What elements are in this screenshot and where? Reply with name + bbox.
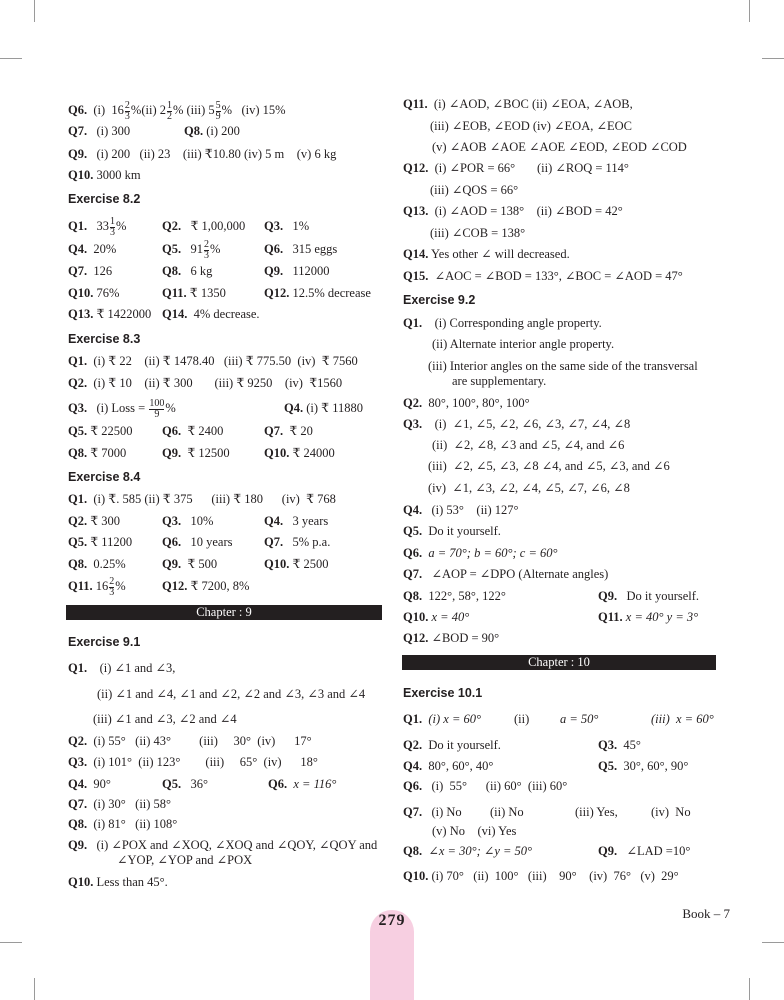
answer-q10: Q10. (i) 70° (ii) 100° (iii) 90° (iv) 76° (v) 29° <box>403 869 679 883</box>
answer-q1: Q1. (i) ₹ 22 (ii) ₹ 1478.40 (iii) ₹ 775.50 (iv) ₹ 7560 <box>68 354 358 368</box>
answer-q11: Q11. 16 $\frac{2}{3}$ % <box>68 575 126 598</box>
answer-q3: Q3. 10% <box>162 514 214 528</box>
answer-q4: Q4. (i) ₹ 11880 <box>284 401 364 415</box>
answer-q4: Q4. 90° <box>68 777 111 791</box>
answer-q5: Q5. Do it yourself. <box>403 524 501 538</box>
answer-q9: Q9. Do it yourself. <box>598 589 700 603</box>
answer-q10: Q10. x = 40° <box>403 610 470 624</box>
answer-q9: Q9. (i) 200 (ii) 23 (iii) ₹10.80 (iv) 5 m (v) 6 kg <box>68 147 337 161</box>
fraction: $\frac{5}{9}$ <box>215 99 221 122</box>
answer-q3-cont: (ii) ∠2, ∠8, ∠3 and ∠5, ∠4, and ∠6 <box>432 438 625 452</box>
answer-q6: Q6. ₹ 2400 <box>162 424 224 438</box>
answer-q9: Q9. (i) ∠POX and ∠XOQ, ∠XOQ and ∠QOY, ∠QOY and <box>68 838 378 852</box>
exercise-heading: Exercise 9.1 <box>68 635 141 649</box>
answer-q1-cont: are supplementary. <box>452 374 547 388</box>
answer-q7: Q7. (i) 30° (ii) 58° <box>68 797 172 811</box>
answer-q10: Q10. Less than 45°. <box>68 875 168 889</box>
answer-q7: Q7. 126 <box>68 264 113 278</box>
fraction: $\frac{2}{3}$ <box>124 99 130 122</box>
answer-q7: Q7. ₹ 20 <box>264 424 313 438</box>
exercise-heading: Exercise 10.1 <box>403 686 483 700</box>
answer-q2: Q2. ₹ 1,00,000 <box>162 219 246 233</box>
answer-q4: Q4. 20% <box>68 242 117 256</box>
answer-q6: Q6. x = 116° <box>268 777 337 791</box>
answer-q1-iii: (iii) ∠1 and ∠3, ∠2 and ∠4 <box>93 712 237 726</box>
answer-q4: Q4. 80°, 60°, 40° <box>403 759 494 773</box>
crop-mark <box>762 58 784 59</box>
answer-q13: Q13. ₹ 1422000 <box>68 307 152 321</box>
exercise-heading: Exercise 8.4 <box>68 470 141 484</box>
answer-q3: Q3. 45° <box>598 738 641 752</box>
answer-q2: Q2. (i) ₹ 10 (ii) ₹ 300 (iii) ₹ 9250 (iv) ₹1560 <box>68 376 343 390</box>
answer-q12: Q12. (i) ∠POR = 66° (ii) ∠ROQ = 114° <box>403 161 629 175</box>
exercise-heading: Exercise 8.3 <box>68 332 141 346</box>
chapter-banner: Chapter : 10 <box>402 655 716 670</box>
answer-q3-cont: (iii) ∠2, ∠5, ∠3, ∠8 ∠4, and ∠5, ∠3, and ∠6 <box>428 459 670 473</box>
answer-q5: Q5. 36° <box>162 777 208 791</box>
answer-q10: Q10. 3000 km <box>68 168 141 182</box>
answer-q3: Q3. (i) 101° (ii) 123° (iii) 65° (iv) 18° <box>68 755 318 769</box>
answer-q8: Q8. ∠x = 30°; ∠y = 50° <box>403 844 533 858</box>
answer-q12: Q12. ∠BOD = 90° <box>403 631 500 645</box>
answer-q7-iii: (iii) Yes, <box>575 805 618 819</box>
crop-mark <box>749 0 750 22</box>
answer-q4: Q4. 3 years <box>264 514 329 528</box>
answer-q6: Q6. (i) 16 $\frac{2}{3}$ %(ii) 2 $\frac{1}{2}$ % (iii) 5 $\frac{5}{9}$ % (iv) 15% <box>68 99 286 122</box>
answer-q8: Q8. (i) 200 <box>184 124 240 138</box>
answer-q3-cont: (iv) ∠1, ∠3, ∠2, ∠4, ∠5, ∠7, ∠6, ∠8 <box>428 481 630 495</box>
answer-q11: Q11. (i) ∠AOD, ∠BOC (ii) ∠EOA, ∠AOB, <box>403 97 633 111</box>
book-label: Book – 7 <box>682 906 730 921</box>
answer-q7: Q7. 5% p.a. <box>264 535 331 549</box>
answer-q14: Q14. Yes other ∠ will decreased. <box>403 247 570 261</box>
answer-q2: Q2. 80°, 100°, 80°, 100° <box>403 396 530 410</box>
answer-q10: Q10. 76% <box>68 286 120 300</box>
answer-q2: Q2. (i) 55° (ii) 43° (iii) 30° (iv) 17° <box>68 734 312 748</box>
answer-q7-cont: (v) No (vi) Yes <box>432 824 517 838</box>
answer-q6: Q6. 315 eggs <box>264 242 338 256</box>
fraction: $\frac{1}{2}$ <box>166 99 172 122</box>
answer-q12: Q12. 12.5% decrease <box>264 286 371 300</box>
answer-q7-iv: (iv) No <box>651 805 691 819</box>
answer-q6: Q6. (i) 55° (ii) 60° (iii) 60° <box>403 779 568 793</box>
answer-q10: Q10. ₹ 2500 <box>264 557 329 571</box>
answer-q2: Q2. ₹ 300 <box>68 514 121 528</box>
crop-mark <box>0 58 22 59</box>
answer-q2: Q2. Do it yourself. <box>403 738 501 752</box>
answer-q8: Q8. (i) 81° (ii) 108° <box>68 817 178 831</box>
answer-q5: Q5. 91 $\frac{2}{3}$ % <box>162 238 221 261</box>
crop-mark <box>762 942 784 943</box>
answer-q7-ii: (ii) No <box>490 805 524 819</box>
answer-q11: Q11. x = 40° y = 3° <box>598 610 699 624</box>
answer-q14: Q14. 4% decrease. <box>162 307 260 321</box>
answer-q3: Q3. (i) Loss = $\frac{100}{9}$ % <box>68 397 176 420</box>
answer-q13-cont: (iii) ∠COB = 138° <box>430 226 526 240</box>
answer-q1: Q1. (i) ₹. 585 (ii) ₹ 375 (iii) ₹ 180 (iv) ₹ 768 <box>68 492 336 506</box>
answer-q1: Q1. (i) Corresponding angle property. <box>403 316 602 330</box>
chapter-banner: Chapter : 9 <box>66 605 382 620</box>
answer-q4: Q4. (i) 53° (ii) 127° <box>403 503 519 517</box>
answer-q7: Q7. ∠AOP = ∠DPO (Alternate angles) <box>403 567 609 581</box>
answer-q8: Q8. 0.25% <box>68 557 126 571</box>
answer-q7: Q7. (i) No <box>403 805 462 819</box>
answer-q12: Q12. ₹ 7200, 8% <box>162 579 250 593</box>
answer-q1-iii: (iii) x = 60° <box>651 712 714 726</box>
answer-q8: Q8. 6 kg <box>162 264 213 278</box>
answer-q8: Q8. ₹ 7000 <box>68 446 127 460</box>
answer-q9: Q9. ₹ 500 <box>162 557 218 571</box>
answer-q1-ii: (ii) ∠1 and ∠4, ∠1 and ∠2, ∠2 and ∠3, ∠3 and ∠4 <box>97 687 366 701</box>
answer-q1: Q1. (i) x = 60° <box>403 712 482 726</box>
answer-q1-ii: (ii) <box>514 712 530 726</box>
crop-mark <box>749 978 750 1000</box>
answer-q15: Q15. ∠AOC = ∠BOD = 133°, ∠BOC = ∠AOD = 47° <box>403 269 683 283</box>
answer-q6: Q6. a = 70°; b = 60°; c = 60° <box>403 546 558 560</box>
answer-q11-cont: (v) ∠AOB ∠AOE ∠AOE ∠EOD, ∠EOD ∠COD <box>432 140 687 154</box>
answer-q1-cont: (ii) Alternate interior angle property. <box>432 337 615 351</box>
answer-q11: Q11. ₹ 1350 <box>162 286 226 300</box>
exercise-heading: Exercise 9.2 <box>403 293 476 307</box>
answer-q10: Q10. ₹ 24000 <box>264 446 335 460</box>
answer-q5: Q5. 30°, 60°, 90° <box>598 759 689 773</box>
answer-q1-ii-value: a = 50° <box>560 712 599 726</box>
crop-mark <box>34 0 35 22</box>
answer-q1: Q1. 33 $\frac{1}{3}$ % <box>68 215 127 238</box>
answer-q9-cont: ∠YOP, ∠YOP and ∠POX <box>117 853 253 867</box>
answer-q5: Q5. ₹ 11200 <box>68 535 133 549</box>
answer-q1: Q1. (i) ∠1 and ∠3, <box>68 661 176 675</box>
answer-q3: Q3. (i) ∠1, ∠5, ∠2, ∠6, ∠3, ∠7, ∠4, ∠8 <box>403 417 631 431</box>
answer-q9: Q9. 112000 <box>264 264 330 278</box>
answer-q13: Q13. (i) ∠AOD = 138° (ii) ∠BOD = 42° <box>403 204 623 218</box>
answer-q1-cont: (iii) Interior angles on the same side of the transversal <box>428 359 698 373</box>
answer-q12-cont: (iii) ∠QOS = 66° <box>430 183 519 197</box>
answer-q7: Q7. (i) 300 <box>68 124 131 138</box>
answer-q9: Q9. ₹ 12500 <box>162 446 230 460</box>
answer-q3: Q3. 1% <box>264 219 310 233</box>
answer-q8: Q8. 122°, 58°, 122° <box>403 589 506 603</box>
page-number: 279 <box>378 912 406 929</box>
answer-q5: Q5. ₹ 22500 <box>68 424 133 438</box>
crop-mark <box>0 942 22 943</box>
answer-q6: Q6. 10 years <box>162 535 233 549</box>
exercise-heading: Exercise 8.2 <box>68 192 141 206</box>
crop-mark <box>34 978 35 1000</box>
answer-q11-cont: (iii) ∠EOB, ∠EOD (iv) ∠EOA, ∠EOC <box>430 119 632 133</box>
answer-q9: Q9. ∠LAD =10° <box>598 844 691 858</box>
